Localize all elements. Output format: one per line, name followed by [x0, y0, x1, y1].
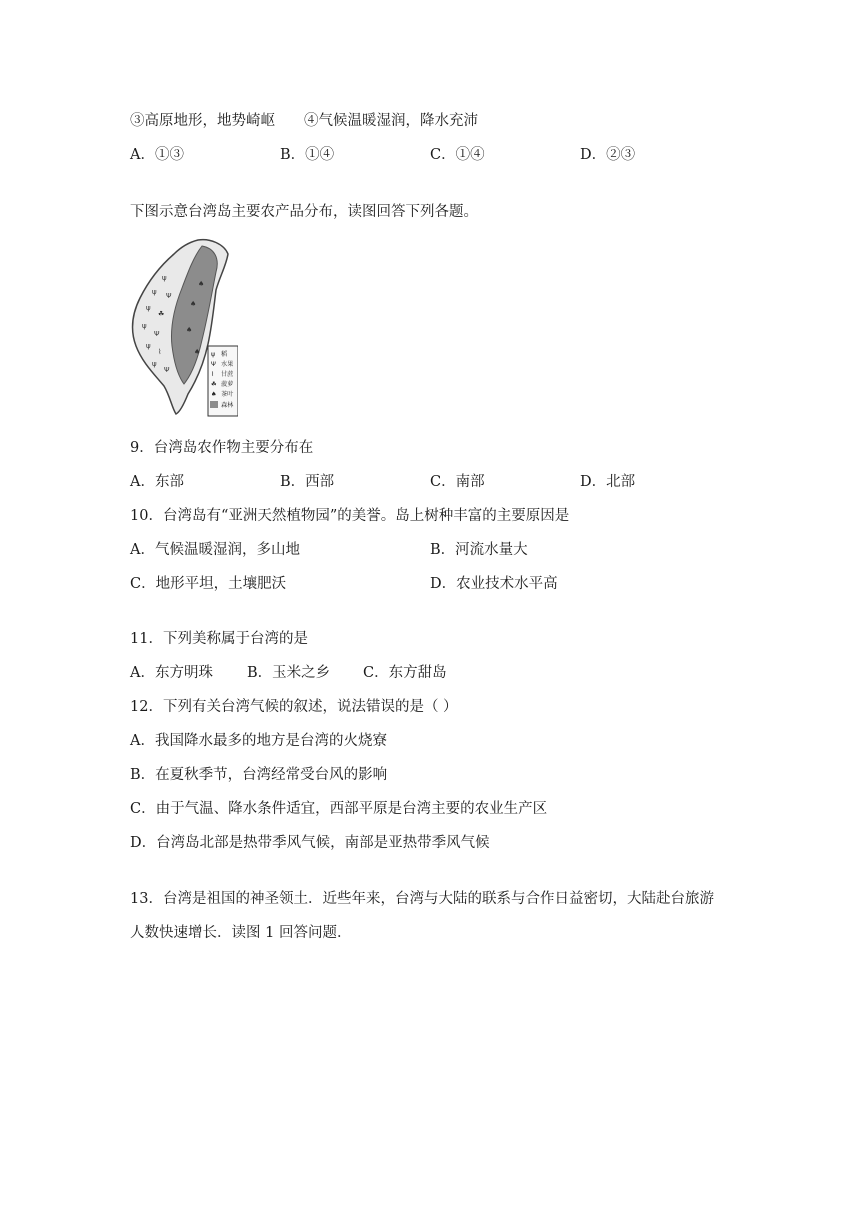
legend-sugarcane: 甘蔗	[221, 371, 234, 378]
legend-rice: 稻	[221, 351, 228, 358]
q11-option-b: B．玉米之乡	[247, 665, 331, 681]
legend-fruit: 水果	[221, 361, 234, 368]
q10-option-a: A．气候温暖湿润，多山地	[130, 542, 300, 558]
svg-text:♠: ♠	[186, 326, 193, 334]
svg-text:☘: ☘	[211, 381, 217, 388]
legend-pineapple: 菠萝	[221, 381, 234, 388]
q11-option-a: A．东方明珠	[130, 665, 213, 681]
svg-text:ψ: ψ	[162, 274, 167, 282]
svg-text:☘: ☘	[158, 310, 165, 318]
q12-option-b: B．在夏秋季节，台湾经常受台风的影响	[130, 767, 388, 783]
q8-option-d: D．②③	[580, 147, 636, 163]
q9-stem: 9．台湾岛农作物主要分布在	[130, 440, 314, 456]
svg-text:♠: ♠	[190, 300, 197, 308]
q10-option-c: C．地形平坦，土壤肥沃	[130, 576, 287, 592]
q12-option-a: A．我国降水最多的地方是台湾的火烧寮	[130, 733, 387, 749]
svg-text:⌇: ⌇	[158, 348, 162, 356]
svg-text:Ψ: Ψ	[166, 292, 172, 300]
q8-statements: ③高原地形，地势崎岖 ④气候温暖湿润，降水充沛	[130, 113, 478, 129]
section-intro: 下图示意台湾岛主要农产品分布，读图回答下列各题。	[130, 204, 478, 220]
q9-option-a: A．东部	[130, 474, 184, 490]
taiwan-agriculture-map	[128, 236, 238, 418]
q9-option-d: D．北部	[580, 474, 636, 490]
q9-option-c: C．南部	[430, 474, 485, 490]
q13-line-2: 人数快速增长．读图 1 回答问题．	[130, 925, 352, 941]
q10-stem: 10．台湾岛有“亚洲天然植物园”的美誉。岛上树种丰富的主要原因是	[130, 508, 570, 524]
svg-text:ψ: ψ	[146, 304, 151, 312]
q11-option-c: C．东方甜岛	[363, 665, 447, 681]
svg-text:Ψ: Ψ	[154, 330, 160, 338]
q8-option-b: B．①④	[280, 147, 335, 163]
svg-text:Ψ: Ψ	[211, 361, 216, 368]
q9-option-b: B．西部	[280, 474, 335, 490]
q8-option-c: C．①④	[430, 147, 485, 163]
svg-text:ψ: ψ	[211, 351, 216, 358]
q12-option-c: C．由于气温、降水条件适宜，西部平原是台湾主要的农业生产区	[130, 801, 548, 817]
svg-text:♠: ♠	[211, 391, 217, 398]
legend-tea: 茶叶	[221, 391, 234, 398]
svg-text:ψ: ψ	[152, 288, 157, 296]
map-legend	[208, 346, 238, 416]
svg-text:♠: ♠	[194, 348, 201, 356]
legend-forest: 森林	[221, 402, 234, 409]
svg-text:⌇: ⌇	[211, 371, 215, 378]
q10-option-d: D．农业技术水平高	[430, 576, 558, 592]
q10-option-b: B．河流水量大	[430, 542, 528, 558]
q12-option-d: D．台湾岛北部是热带季风气候，南部是亚热带季风气候	[130, 835, 490, 851]
svg-text:♠: ♠	[198, 280, 205, 288]
q12-stem: 12．下列有关台湾气候的叙述，说法错误的是（ ）	[130, 699, 458, 715]
q13-line-1: 13．台湾是祖国的神圣领土．近些年来，台湾与大陆的联系与合作日益密切，大陆赴台旅游	[130, 891, 714, 907]
svg-text:ψ: ψ	[146, 342, 151, 350]
q8-option-a: A．①③	[130, 147, 184, 163]
svg-text:ψ: ψ	[152, 360, 157, 368]
q11-stem: 11．下列美称属于台湾的是	[130, 631, 308, 647]
svg-text:Ψ: Ψ	[164, 366, 170, 374]
svg-text:ψ: ψ	[142, 322, 147, 330]
